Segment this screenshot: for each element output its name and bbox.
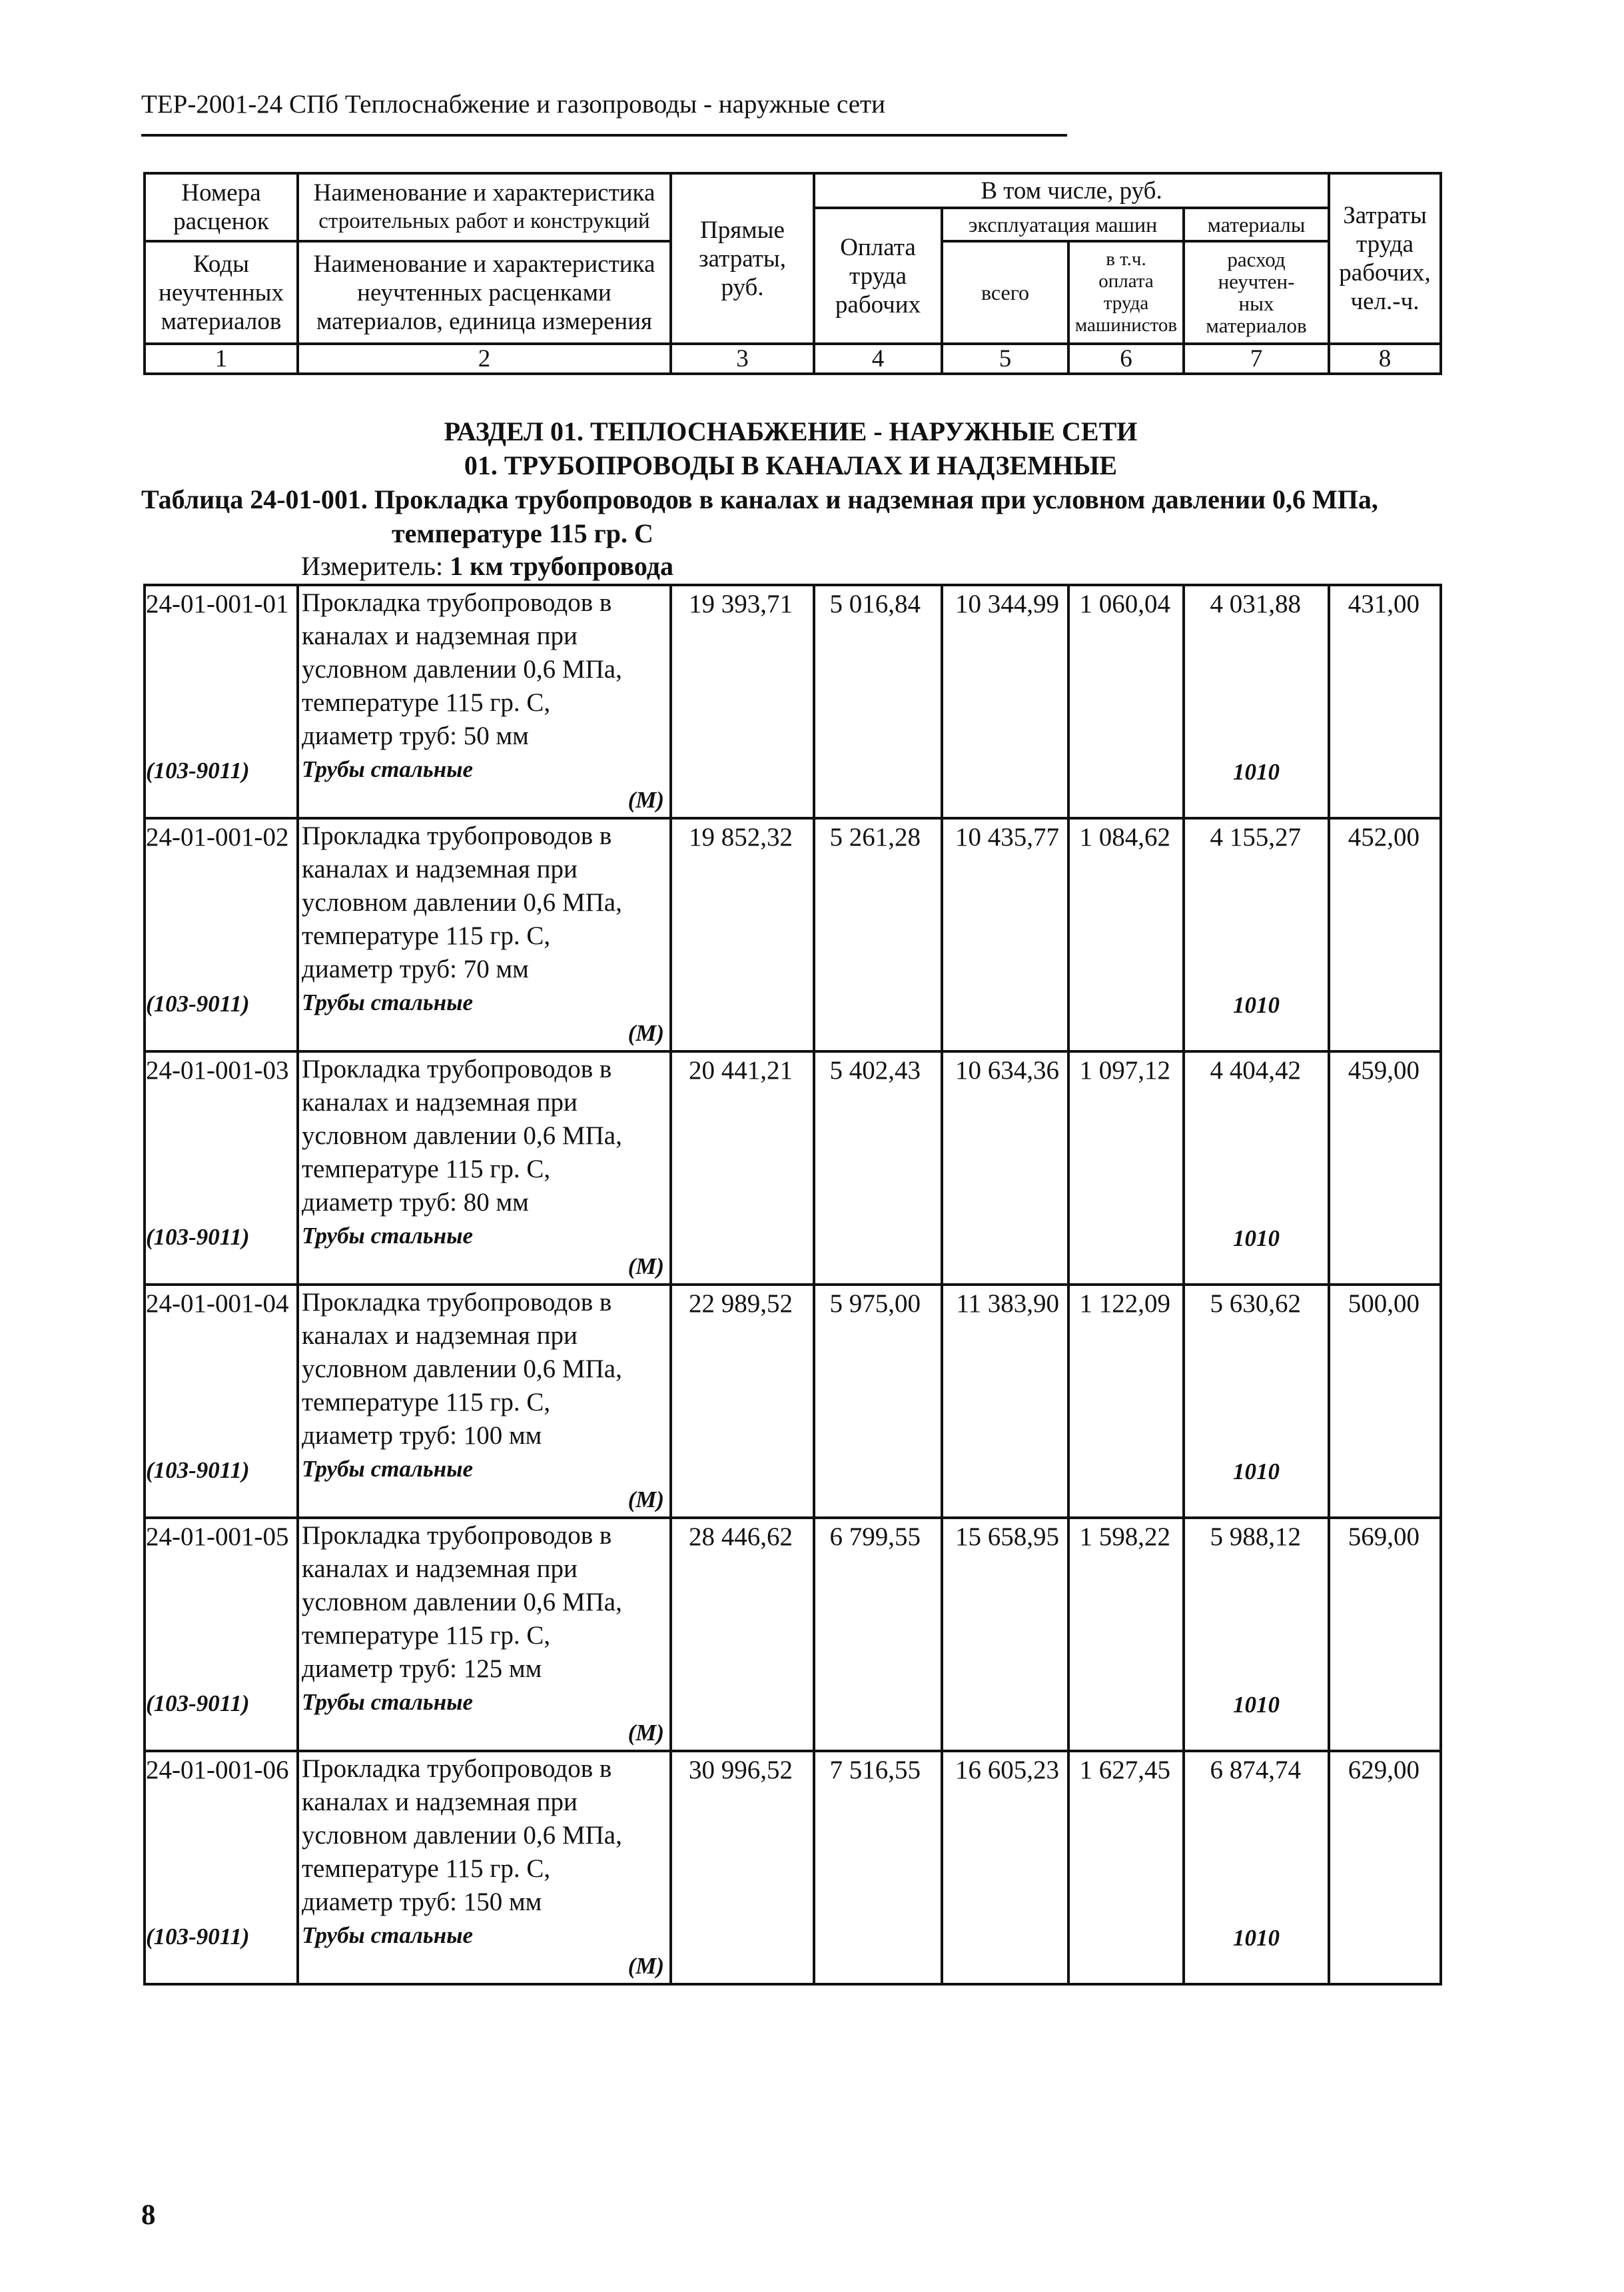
work-description-line: Прокладка трубопроводов в — [302, 822, 612, 850]
table-row — [145, 585, 1441, 818]
table-row — [145, 1751, 1441, 1984]
unit-label: Измеритель: — [301, 551, 444, 581]
operators-pay: 1 598,22 — [1068, 1518, 1184, 1751]
col8-header: Затраты труда рабочих, чел.-ч. — [1329, 173, 1441, 344]
materials-cost: 4 404,42 — [1210, 1056, 1301, 1085]
material-quantity: 1010 — [1233, 1458, 1280, 1484]
work-description-line: каналах и надземная при — [302, 1788, 578, 1816]
col1-bottom-header: Коды неучтенных материалов — [145, 241, 298, 344]
direct-costs: 30 996,52 — [671, 1751, 814, 1984]
direct-costs: 19 393,71 — [671, 585, 814, 818]
rate-code: 24-01-001-05 — [146, 1522, 289, 1551]
labor-pay: 5 261,28 — [814, 818, 942, 1051]
col2-top-header: Наименование и характеристика строительных работ и конструкций — [298, 173, 671, 241]
labor-pay: 7 516,55 — [814, 1751, 942, 1984]
col2-bottom-header: Наименование и характеристика неучтенных расценками материалов, единица измерения — [298, 241, 671, 344]
labor-hours: 431,00 — [1329, 585, 1441, 818]
table-header — [143, 172, 1442, 375]
material-code: (103-9011) — [146, 1690, 250, 1716]
work-description-line: диаметр труб: 80 мм — [302, 1188, 529, 1217]
column-number: 8 — [1329, 344, 1441, 374]
work-description-line: температуре 115 гр. С, — [302, 688, 551, 717]
material-quantity: 1010 — [1233, 1225, 1280, 1251]
rate-code-cell — [145, 1285, 298, 1518]
material-quantity: 1010 — [1233, 992, 1280, 1018]
labor-hours: 459,00 — [1329, 1051, 1441, 1285]
materials-group-header: материалы — [1184, 208, 1329, 241]
page-number: 8 — [141, 2199, 156, 2231]
rate-code-cell — [145, 818, 298, 1051]
operators-pay: 1 097,12 — [1068, 1051, 1184, 1285]
material-quantity: 1010 — [1233, 1692, 1280, 1718]
col3-header: Прямые затраты, руб. — [671, 173, 814, 344]
column-number: 1 — [145, 344, 298, 374]
column-number: 6 — [1068, 344, 1184, 374]
labor-hours: 569,00 — [1329, 1518, 1441, 1751]
material-name: Трубы стальные — [302, 756, 474, 782]
rate-code-cell — [145, 1751, 298, 1984]
col6-header: в т.ч. оплата труда машинистов — [1068, 241, 1184, 344]
rate-code-cell — [145, 1051, 298, 1285]
description-cell — [298, 585, 671, 818]
work-description-line: температуре 115 гр. С, — [302, 1621, 551, 1650]
column-number: 5 — [942, 344, 1068, 374]
materials-cost: 4 031,88 — [1210, 590, 1301, 618]
work-description-line: Прокладка трубопроводов в — [302, 1754, 612, 1783]
rates-table — [143, 584, 1442, 1986]
materials-cost: 5 988,12 — [1210, 1522, 1301, 1551]
col7-header: расход неучтен- ных материалов — [1184, 241, 1329, 344]
labor-pay: 6 799,55 — [814, 1518, 942, 1751]
direct-costs: 22 989,52 — [671, 1285, 814, 1518]
work-description-line: каналах и надземная при — [302, 1321, 578, 1350]
materials-cell — [1184, 1518, 1329, 1751]
materials-cell — [1184, 1285, 1329, 1518]
material-unit: (М) — [627, 1253, 664, 1279]
material-unit: (М) — [627, 1020, 664, 1046]
work-description-line: температуре 115 гр. С, — [302, 1388, 551, 1417]
machines-total: 15 658,95 — [942, 1518, 1068, 1751]
operators-pay: 1 627,45 — [1068, 1751, 1184, 1984]
material-name: Трубы стальные — [302, 1689, 474, 1715]
materials-cell — [1184, 585, 1329, 818]
machines-group-header: эксплуатация машин — [942, 208, 1184, 241]
work-description-line: условном давлении 0,6 МПа, — [302, 1821, 622, 1850]
material-unit: (М) — [627, 1953, 664, 1979]
rate-code: 24-01-001-02 — [146, 823, 289, 852]
labor-pay: 5 402,43 — [814, 1051, 942, 1285]
description-cell — [298, 818, 671, 1051]
operators-pay: 1 084,62 — [1068, 818, 1184, 1051]
rate-code: 24-01-001-03 — [146, 1056, 289, 1085]
work-description-line: условном давлении 0,6 МПа, — [302, 655, 622, 684]
material-code: (103-9011) — [146, 991, 250, 1017]
description-cell — [298, 1518, 671, 1751]
material-name: Трубы стальные — [302, 1456, 474, 1482]
work-description-line: диаметр труб: 70 мм — [302, 955, 529, 983]
work-description-line: каналах и надземная при — [302, 622, 578, 650]
table-row — [145, 1051, 1441, 1285]
col1-top-header: Номера расценок — [145, 173, 298, 241]
machines-total: 10 435,77 — [942, 818, 1068, 1051]
rate-code: 24-01-001-06 — [146, 1756, 289, 1784]
work-description-line: каналах и надземная при — [302, 1554, 578, 1583]
materials-cost: 4 155,27 — [1210, 823, 1301, 852]
material-unit: (М) — [627, 787, 664, 813]
column-numbers-row — [145, 344, 1441, 374]
machines-total: 16 605,23 — [942, 1751, 1068, 1984]
work-description-line: условном давлении 0,6 МПа, — [302, 1588, 622, 1616]
labor-pay: 5 975,00 — [814, 1285, 942, 1518]
machines-total: 10 634,36 — [942, 1051, 1068, 1285]
work-description-line: температуре 115 гр. С, — [302, 921, 551, 950]
description-cell — [298, 1051, 671, 1285]
material-unit: (М) — [627, 1486, 664, 1512]
section-titles — [141, 414, 1440, 550]
material-code: (103-9011) — [146, 1224, 250, 1250]
material-code: (103-9011) — [146, 758, 250, 784]
direct-costs: 28 446,62 — [671, 1518, 814, 1751]
column-number: 7 — [1184, 344, 1329, 374]
material-name: Трубы стальные — [302, 1223, 474, 1249]
work-description-line: Прокладка трубопроводов в — [302, 1288, 612, 1317]
operators-pay: 1 060,04 — [1068, 585, 1184, 818]
table-row — [145, 818, 1441, 1051]
work-description-line: каналах и надземная при — [302, 1088, 578, 1117]
rate-code-cell — [145, 1518, 298, 1751]
subsection-heading: 01. ТРУБОПРОВОДЫ В КАНАЛАХ И НАДЗЕМНЫЕ — [464, 450, 1118, 480]
materials-cell — [1184, 1051, 1329, 1285]
unit-value: 1 км трубопровода — [450, 551, 673, 581]
labor-hours: 452,00 — [1329, 818, 1441, 1051]
material-name: Трубы стальные — [302, 1922, 474, 1948]
work-description-line: диаметр труб: 150 мм — [302, 1888, 542, 1916]
rate-code: 24-01-001-04 — [146, 1289, 289, 1318]
material-quantity: 1010 — [1233, 1925, 1280, 1951]
column-number: 4 — [814, 344, 942, 374]
column-number: 3 — [671, 344, 814, 374]
materials-cell — [1184, 818, 1329, 1051]
material-code: (103-9011) — [146, 1924, 250, 1950]
rate-code: 24-01-001-01 — [146, 590, 289, 618]
work-description-line: условном давлении 0,6 МПа, — [302, 1121, 622, 1150]
material-name: Трубы стальные — [302, 989, 474, 1015]
materials-cell — [1184, 1751, 1329, 1984]
measurement-unit — [301, 550, 673, 582]
labor-pay: 5 016,84 — [814, 585, 942, 818]
description-cell — [298, 1751, 671, 1984]
running-title: ТЕР-2001-24 СПб Теплоснабжение и газопроводы - наружные сети — [141, 90, 885, 119]
col4-header: Оплата труда рабочих — [814, 208, 942, 344]
work-description-line: диаметр труб: 125 мм — [302, 1654, 542, 1683]
machines-total: 11 383,90 — [942, 1285, 1068, 1518]
col5-header: всего — [942, 241, 1068, 344]
work-description-line: диаметр труб: 50 мм — [302, 722, 529, 750]
materials-cost: 6 874,74 — [1210, 1756, 1301, 1784]
labor-hours: 500,00 — [1329, 1285, 1441, 1518]
work-description-line: Прокладка трубопроводов в — [302, 1055, 612, 1083]
materials-cost: 5 630,62 — [1210, 1289, 1301, 1318]
direct-costs: 20 441,21 — [671, 1051, 814, 1285]
table-title: Таблица 24-01-001. Прокладка трубопроводов в каналах и надземная при условном давлении 0,6 МПа, — [141, 484, 1378, 514]
direct-costs: 19 852,32 — [671, 818, 814, 1051]
column-number: 2 — [298, 344, 671, 374]
work-description-line: диаметр труб: 100 мм — [302, 1421, 542, 1450]
work-description-line: условном давлении 0,6 МПа, — [302, 1355, 622, 1383]
work-description-line: Прокладка трубопроводов в — [302, 1521, 612, 1550]
operators-pay: 1 122,09 — [1068, 1285, 1184, 1518]
work-description-line: условном давлении 0,6 МПа, — [302, 888, 622, 917]
material-quantity: 1010 — [1233, 759, 1280, 785]
material-unit: (М) — [627, 1720, 664, 1746]
table-title-continuation: температуре 115 гр. С — [392, 518, 653, 548]
breakdown-group-header: В том числе, руб. — [814, 173, 1329, 208]
header-rule — [141, 134, 1067, 137]
labor-hours: 629,00 — [1329, 1751, 1441, 1984]
table-row — [145, 1285, 1441, 1518]
description-cell — [298, 1285, 671, 1518]
rate-code-cell — [145, 585, 298, 818]
work-description-line: температуре 115 гр. С, — [302, 1854, 551, 1883]
machines-total: 10 344,99 — [942, 585, 1068, 818]
section-heading: РАЗДЕЛ 01. ТЕПЛОСНАБЖЕНИЕ - НАРУЖНЫЕ СЕТИ — [444, 416, 1138, 446]
work-description-line: температуре 115 гр. С, — [302, 1155, 551, 1183]
table-row — [145, 1518, 1441, 1751]
work-description-line: каналах и надземная при — [302, 855, 578, 883]
material-code: (103-9011) — [146, 1457, 250, 1483]
work-description-line: Прокладка трубопроводов в — [302, 588, 612, 617]
